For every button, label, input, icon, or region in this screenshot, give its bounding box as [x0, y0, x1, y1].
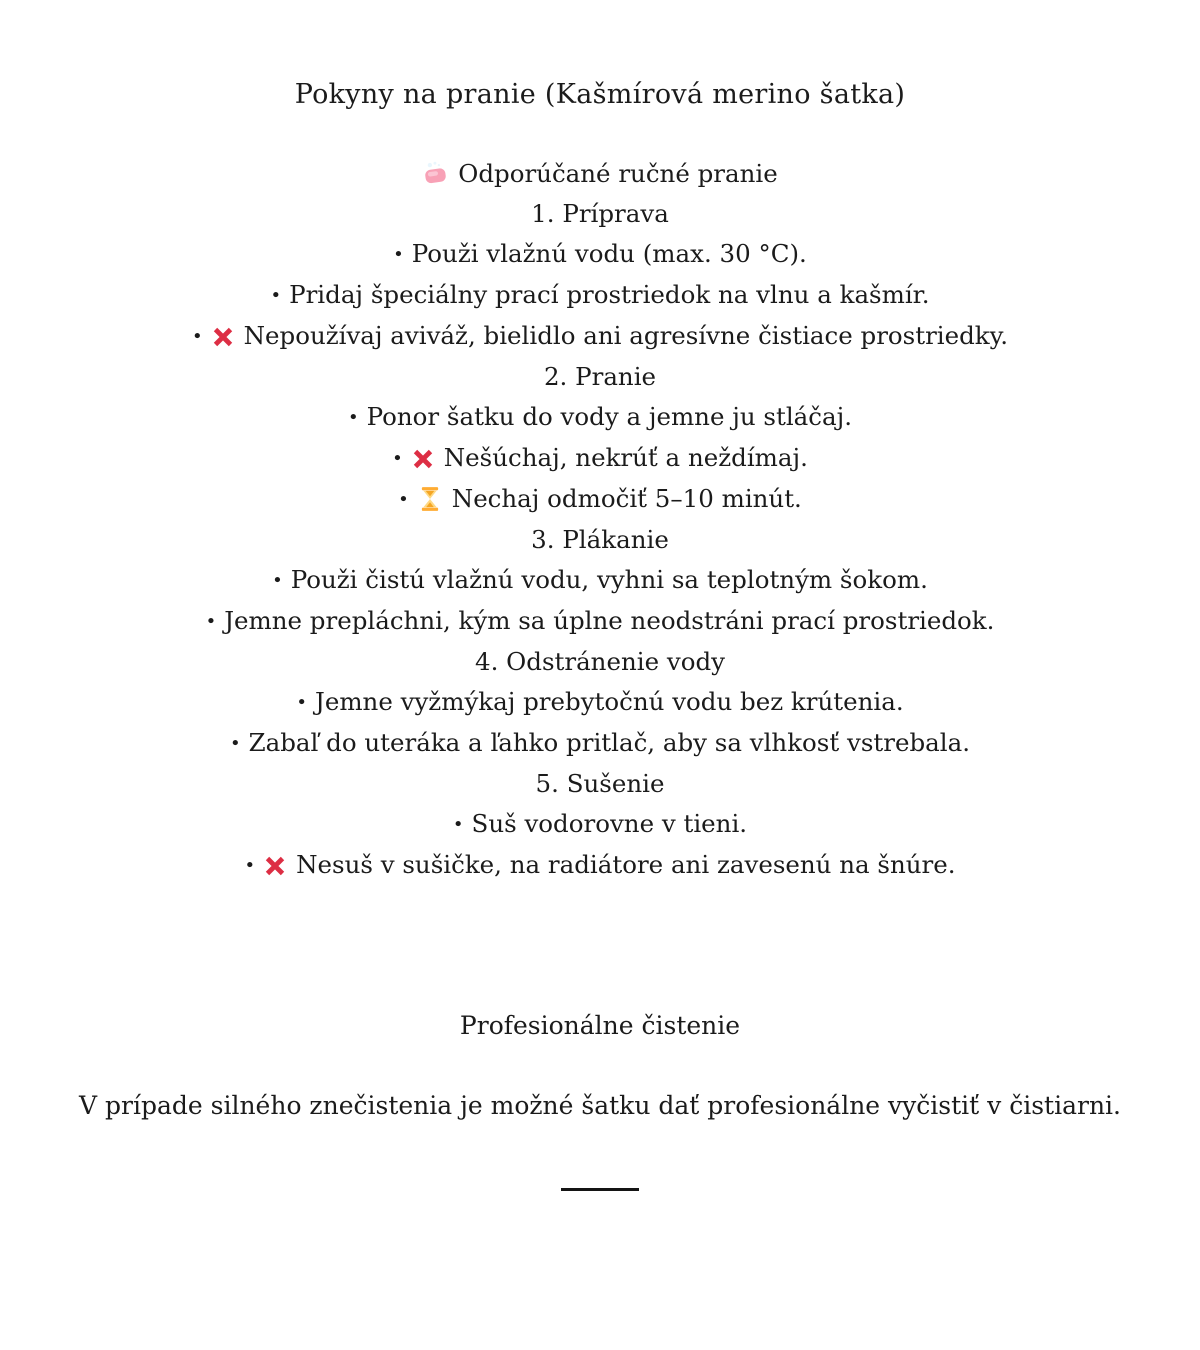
instruction-line: [0, 234, 1200, 275]
divider-line: [561, 1188, 639, 1191]
instruction-line: [0, 479, 1200, 520]
bullet: •: [244, 855, 256, 876]
line-text: Nesuš v sušičke, na radiátore ani zavesenú na šnúre.: [296, 850, 956, 879]
line-text: Použi čistú vlažnú vodu, vyhni sa teplotným šokom.: [290, 565, 928, 594]
line-text: Pridaj špeciálny prací prostriedok na vlnu a kašmír.: [289, 280, 930, 309]
line-text: Suš vodorovne v tieni.: [471, 809, 748, 838]
cross-icon: [411, 447, 435, 471]
instruction-line: [0, 723, 1200, 764]
line-text: Jemne prepláchni, kým sa úplne neodstráni prací prostriedok.: [224, 606, 995, 635]
bullet: •: [348, 407, 359, 428]
instruction-line: [0, 804, 1200, 845]
instruction-line: [0, 642, 1200, 682]
bullet: •: [205, 611, 217, 632]
cross-icon: [211, 325, 235, 349]
instruction-line: [0, 275, 1200, 316]
bullet: •: [270, 285, 282, 306]
instruction-line: [0, 764, 1200, 804]
instruction-line: [0, 357, 1200, 397]
instruction-lines: [0, 154, 1200, 886]
bullet: •: [392, 448, 403, 469]
instruction-line: [0, 845, 1200, 886]
line-text: Ponor šatku do vody a jemne ju stláčaj.: [366, 402, 852, 431]
bullet: •: [272, 570, 283, 591]
instruction-line: [0, 154, 1200, 194]
line-text: Nechaj odmočiť 5–10 minút.: [451, 484, 802, 513]
footer-heading: Profesionálne čistenie: [459, 1011, 741, 1040]
hourglass-icon: [417, 486, 443, 512]
instruction-line: [0, 194, 1200, 234]
bullet: •: [191, 326, 203, 347]
line-text: Nepoužívaj aviváž, bielidlo ani agresívne čistiace prostriedky.: [243, 321, 1009, 350]
line-text: 2. Pranie: [543, 362, 657, 391]
bullet: •: [452, 814, 464, 835]
instruction-line: [0, 560, 1200, 601]
bullet: •: [296, 692, 307, 713]
instruction-line: [0, 397, 1200, 438]
line-text: Jemne vyžmýkaj prebytočnú vodu bez krútenia.: [315, 687, 904, 716]
instruction-line: [0, 601, 1200, 642]
line-text: 4. Odstránenie vody: [475, 647, 725, 676]
line-text: Nešúchaj, nekrúť a neždímaj.: [443, 443, 808, 472]
cross-icon: [263, 854, 287, 878]
bullet: •: [393, 244, 404, 265]
bullet: •: [229, 733, 241, 754]
instruction-line: [0, 438, 1200, 479]
instruction-line: [0, 316, 1200, 357]
line-text: 5. Sušenie: [535, 769, 665, 798]
line-text: Odporúčané ručné pranie: [458, 159, 778, 188]
bullet: •: [398, 489, 409, 510]
line-text: 1. Príprava: [531, 199, 669, 228]
line-text: 3. Plákanie: [531, 525, 669, 554]
page-title: Pokyny na pranie (Kašmírová merino šatka): [294, 79, 906, 110]
footer-text: V prípade silného znečistenia je možné šatku dať profesionálne vyčistiť v čistiarni.: [79, 1091, 1121, 1120]
instruction-line: [0, 682, 1200, 723]
soap-icon: [422, 160, 449, 187]
line-text: Zabaľ do uteráka a ľahko pritlač, aby sa vlhkosť vstrebala.: [248, 728, 971, 757]
line-text: Použi vlažnú vodu (max. 30 °C).: [411, 239, 807, 268]
instruction-line: [0, 520, 1200, 560]
